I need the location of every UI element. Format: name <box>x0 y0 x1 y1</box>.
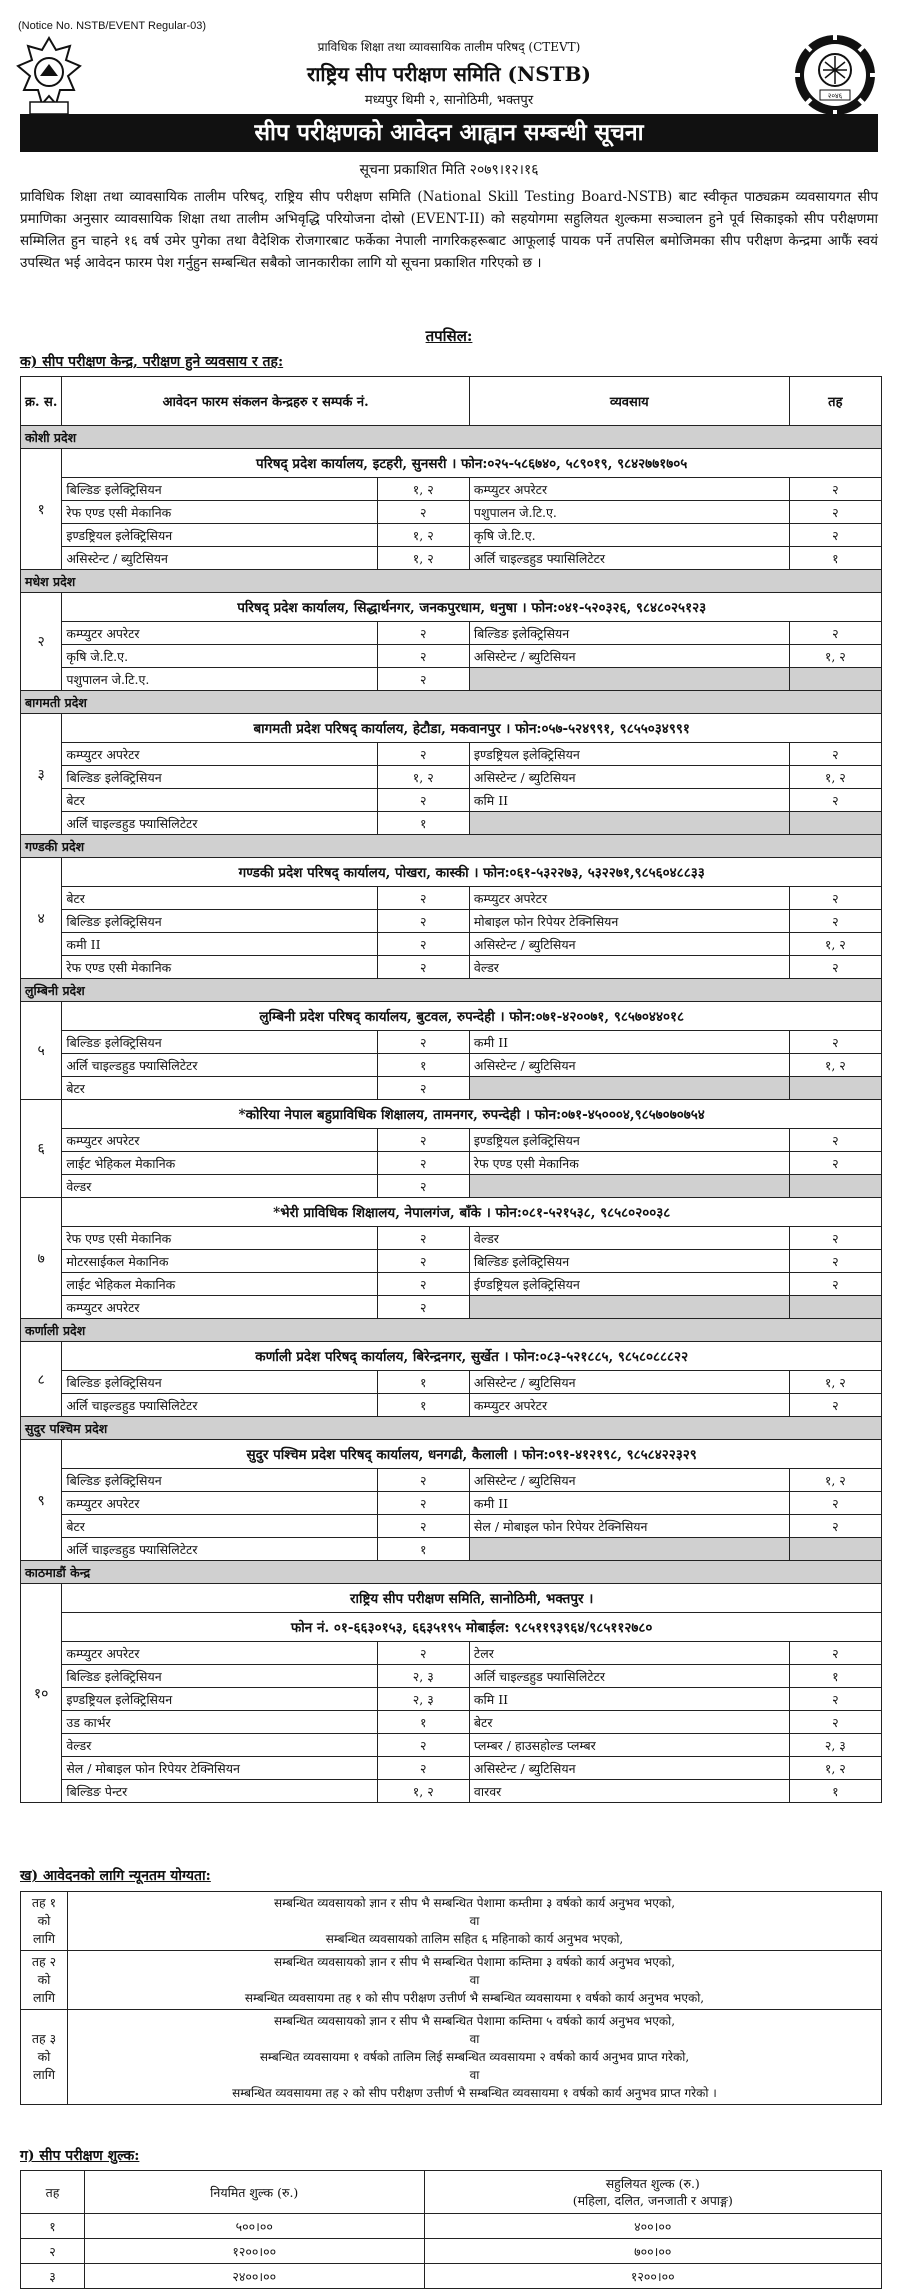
fee-header-row <box>21 2171 882 2214</box>
center-contact: परिषद् प्रदेश कार्यालय, इटहरी, सुनसरी । फोन:०२५-५८६७४०, ५८९०१९, ९८४२७७१७०५ <box>62 449 882 478</box>
level-cell: २ <box>789 1227 881 1250</box>
level-cell: २ <box>377 1227 469 1250</box>
table-row <box>21 1054 882 1077</box>
fee-subsidized: ७००।०० <box>424 2239 881 2264</box>
center-contact: परिषद् प्रदेश कार्यालय, सिद्धार्थनगर, जनकपुरधाम, धनुषा । फोन:०४१-५२०३२६, ९८४८०२५१२३ <box>62 593 882 622</box>
table-row <box>21 501 882 524</box>
header-address: मध्यपुर थिमी २, सानोठिमी, भक्तपुर <box>364 93 534 108</box>
level-cell: १, २ <box>377 547 469 570</box>
level-cell: २ <box>377 1152 469 1175</box>
level-cell: २ <box>789 501 881 524</box>
level-cell: २, ३ <box>377 1688 469 1711</box>
level-cell: २ <box>377 789 469 812</box>
occupation-cell: पशुपालन जे.टि.ए. <box>62 668 377 691</box>
occupation-cell: कम्प्युटर अपरेटर <box>62 1129 377 1152</box>
table-row <box>21 645 882 668</box>
fee-subsidized: ४००।०० <box>424 2214 881 2239</box>
level-cell: २, ३ <box>377 1665 469 1688</box>
qualification-line: वा <box>469 1973 480 1987</box>
qualification-line: सम्बन्धित व्यवसायको तालिम सहित ६ महिनाको कार्य अनुभव भएको, <box>325 1932 624 1946</box>
table-row <box>21 1711 882 1734</box>
table-row <box>21 956 882 979</box>
occupation-cell <box>469 812 789 835</box>
level-cell: २ <box>377 1757 469 1780</box>
level-cell: २ <box>377 1492 469 1515</box>
center-row <box>21 1100 882 1129</box>
qualification-line: सम्बन्धित व्यवसायमा १ वर्षको तालिम लिई सम्बन्धित व्यवसायमा २ वर्षको कार्य अनुभव प्राप्त गरेको, <box>259 2050 690 2064</box>
svg-text:२०४६: २०४६ <box>827 92 843 100</box>
table-row <box>21 743 882 766</box>
qualification-level: तह ३ को लागि <box>21 2010 68 2105</box>
table-row <box>21 622 882 645</box>
level-cell: २ <box>377 501 469 524</box>
occupation-cell: अर्लि चाइल्डहुड फ्यासिलिटेटर <box>469 547 789 570</box>
table-row <box>21 1175 882 1198</box>
serial-number: ९ <box>21 1440 62 1561</box>
occupation-cell: अर्लि चाइल्डहुड फ्यासिलिटेटर <box>62 1394 377 1417</box>
qualification-text <box>68 1951 882 2010</box>
occupation-cell: असिस्टेन्ट / ब्युटिसियन <box>469 1371 789 1394</box>
occupation-cell: वेल्डर <box>469 956 789 979</box>
center-row <box>21 449 882 478</box>
level-cell: १, २ <box>789 645 881 668</box>
fee-header-subsidized-note: (महिला, दलित, जनजाती र अपाङ्ग) <box>572 2193 733 2208</box>
table-row <box>21 524 882 547</box>
level-cell: २ <box>377 1175 469 1198</box>
serial-number: २ <box>21 593 62 691</box>
center-contact: लुम्बिनी प्रदेश परिषद् कार्यालय, बुटवल, रुपन्देही । फोन:०७१-४२००७१, ९८५७०४४०१८ <box>62 1002 882 1031</box>
level-cell: १, २ <box>377 524 469 547</box>
qualification-level: तह २ को लागि <box>21 1951 68 2010</box>
occupation-cell: मोबाइल फोन रिपेयर टेक्निसियन <box>469 910 789 933</box>
level-cell: २ <box>377 743 469 766</box>
occupation-cell: अर्लि चाइल्डहुड फ्यासिलिटेटर <box>62 1054 377 1077</box>
occupation-cell: असिस्टेन्ट / ब्युटिसियन <box>62 547 377 570</box>
notice-number: (Notice No. NSTB/EVENT Regular-03) <box>18 20 207 32</box>
serial-number: ५ <box>21 1002 62 1100</box>
qualification-line: सम्बन्धित व्यवसायको ज्ञान र सीप भै सम्बन्धित पेशामा कम्तिमा ५ वर्षको कार्य अनुभव भएको, <box>273 2014 676 2028</box>
occupation-cell: बिल्डिङ इलेक्ट्रिसियन <box>469 1250 789 1273</box>
level-cell: २ <box>789 789 881 812</box>
occupation-cell: अर्लि चाइल्डहुड फ्यासिलिटेटर <box>62 812 377 835</box>
serial-number: ३ <box>21 714 62 835</box>
qualification-text <box>68 1892 882 1951</box>
fee-table <box>20 2170 882 2289</box>
level-cell: २ <box>789 956 881 979</box>
occupation-cell: बेटर <box>62 1077 377 1100</box>
fee-regular: २४००।०० <box>84 2264 424 2289</box>
occupation-cell: कम्प्युटर अपरेटर <box>62 1642 377 1665</box>
occupation-cell: रेफ एण्ड एसी मेकानिक <box>469 1152 789 1175</box>
fee-header-regular: नियमित शुल्क (रु.) <box>84 2171 424 2214</box>
occupation-cell: वेल्डर <box>62 1175 377 1198</box>
center-contact: सुदुर पश्चिम प्रदेश परिषद् कार्यालय, धनगढी, कैलाली । फोन:०९१-४१२१९८, ९८५८४२२३२९ <box>62 1440 882 1469</box>
level-cell: २ <box>377 933 469 956</box>
level-cell: १ <box>377 1054 469 1077</box>
center-phone-row <box>21 1613 882 1642</box>
province-name: काठमाडौं केन्द्र <box>21 1561 882 1584</box>
serial-number: १ <box>21 449 62 570</box>
occupation-cell: वेल्डर <box>62 1734 377 1757</box>
province-name: गण्डकी प्रदेश <box>21 835 882 858</box>
level-cell: २ <box>377 1642 469 1665</box>
occupation-cell: कम्प्युटर अपरेटर <box>469 478 789 501</box>
table-row <box>21 1538 882 1561</box>
table-row <box>21 1469 882 1492</box>
occupation-cell: बिल्डिङ इलेक्ट्रिसियन <box>62 478 377 501</box>
qualification-text <box>68 2010 882 2105</box>
intro-paragraph: प्राविधिक शिक्षा तथा व्यावसायिक तालीम परिषद्, राष्ट्रिय सीप परीक्षण समिति (National Skill Testing Board-NSTB) बाट स्वीकृत पाठ्यक्रम व्यवसायगत सीप प्रमाणिका अनुसार व्यावसायिक शिक्षा तथा तालीम अभिवृद्धि परियोजना दोस्रो (EVENT-II) को सहयोगमा सहुलियत शुल्कमा सञ्चालन हुने पूर्व सिकाइको सीप परीक्षणमा सम्मिलित हुन चाहने १६ वर्ष उमेर पुगेका तथा वैदेशिक रोजगारबाट फर्केका नेपाली नागरिकहरूबाट आफूलाई पायक पर्ने तपसिल बमोजिमका सीप परीक्षण केन्द्रमा आफैं स्वयं उपस्थित भई आवेदन फारम पेश गर्नुहुन सम्बन्धित सबैको जानकारीका लागि यो सूचना प्रकाशित गरिएको छ । <box>20 189 878 271</box>
occupation-cell: रेफ एण्ड एसी मेकानिक <box>62 1227 377 1250</box>
level-cell: २ <box>789 1031 881 1054</box>
occupation-cell: लाईट भेहिकल मेकानिक <box>62 1273 377 1296</box>
occupation-cell: रेफ एण्ड एसी मेकानिक <box>62 956 377 979</box>
level-cell: २ <box>377 668 469 691</box>
occupation-cell: असिस्टेन्ट / ब्युटिसियन <box>469 766 789 789</box>
level-cell: २ <box>377 1515 469 1538</box>
level-cell: २ <box>377 1296 469 1319</box>
occupation-cell: असिस्टेन्ट / ब्युटिसियन <box>469 645 789 668</box>
level-cell <box>789 1077 881 1100</box>
header-org: प्राविधिक शिक्षा तथा व्यावसायिक तालीम परिषद् (CTEVT) <box>317 40 581 54</box>
center-row <box>21 1002 882 1031</box>
occupation-cell: उड कार्भर <box>62 1711 377 1734</box>
level-cell: १ <box>377 1394 469 1417</box>
center-row <box>21 1584 882 1613</box>
level-cell: १ <box>789 1780 881 1803</box>
level-cell <box>789 668 881 691</box>
fee-level: ३ <box>21 2264 85 2289</box>
schedule-heading: तपसिल: <box>425 327 473 345</box>
table-row <box>21 887 882 910</box>
level-cell: २ <box>789 1711 881 1734</box>
fee-header-subsidized <box>424 2171 881 2214</box>
table-row <box>21 478 882 501</box>
qualification-line: सम्बन्धित व्यवसायमा तह २ को सीप परीक्षण उत्तीर्ण भै सम्बन्धित व्यवसायमा १ वर्षको कार्य अनुभव प्राप्त गरेको । <box>232 2086 717 2100</box>
level-cell: १ <box>377 1371 469 1394</box>
province-row <box>21 1561 882 1584</box>
qualification-line: वा <box>469 2032 480 2046</box>
center-row <box>21 1342 882 1371</box>
occupation-cell: प्लम्बर / हाउसहोल्ड प्लम्बर <box>469 1734 789 1757</box>
occupation-cell: इण्डष्ट्रियल इलेक्ट्रिसियन <box>62 1688 377 1711</box>
level-cell: २ <box>377 1031 469 1054</box>
level-cell: २ <box>377 1077 469 1100</box>
level-cell: २ <box>789 1642 881 1665</box>
center-contact: कर्णाली प्रदेश परिषद् कार्यालय, बिरेन्द्रनगर, सुर्खेत । फोन:०८३-५२१८८५, ९८५८०८८८२२ <box>62 1342 882 1371</box>
level-cell: २ <box>377 1273 469 1296</box>
table-row <box>21 1031 882 1054</box>
level-cell: १, २ <box>789 1054 881 1077</box>
header-center: आवेदन फारम संकलन केन्द्रहरु र सम्पर्क नं. <box>62 377 470 426</box>
level-cell: २ <box>377 1250 469 1273</box>
fee-subsidized: १२००।०० <box>424 2264 881 2289</box>
level-cell: २ <box>789 622 881 645</box>
qualification-line: सम्बन्धित व्यवसायमा तह १ को सीप परीक्षण उत्तीर्ण भै सम्बन्धित व्यवसायमा १ वर्षको कार्य अनुभव भएको, <box>244 1991 705 2005</box>
header-sn: क्र. स. <box>21 377 62 426</box>
level-cell: २ <box>377 622 469 645</box>
header-occupation: व्यवसाय <box>469 377 789 426</box>
level-cell: १ <box>377 1538 469 1561</box>
province-row <box>21 979 882 1002</box>
table-row <box>21 812 882 835</box>
qualification-line: वा <box>469 1914 480 1928</box>
occupation-cell: बिल्डिङ इलेक्ट्रिसियन <box>62 1031 377 1054</box>
occupation-cell: कमी II <box>469 1492 789 1515</box>
table-row <box>21 1688 882 1711</box>
occupation-cell: कमि II <box>469 789 789 812</box>
table-row <box>21 668 882 691</box>
qualification-level: तह १ को लागि <box>21 1892 68 1951</box>
table-row <box>21 1394 882 1417</box>
level-cell: १ <box>789 547 881 570</box>
occupation-cell: बेटर <box>62 887 377 910</box>
qualification-row <box>21 1951 882 2010</box>
province-row <box>21 570 882 593</box>
occupation-cell: बेटर <box>469 1711 789 1734</box>
occupation-cell <box>469 1175 789 1198</box>
occupation-cell: इण्डष्ट्रियल इलेक्ट्रिसियन <box>62 524 377 547</box>
occupation-cell: इण्डष्ट्रियल इलेक्ट्रिसियन <box>469 1129 789 1152</box>
level-cell: १, २ <box>789 933 881 956</box>
level-cell: २ <box>377 645 469 668</box>
level-cell: २ <box>789 1129 881 1152</box>
fee-regular: १२००।०० <box>84 2239 424 2264</box>
table-row <box>21 1642 882 1665</box>
occupation-cell <box>469 1296 789 1319</box>
table-row <box>21 1273 882 1296</box>
qualification-line: सम्बन्धित व्यवसायको ज्ञान र सीप भै सम्बन्धित पेशामा कम्तिमा ३ वर्षको कार्य अनुभव भएको, <box>273 1955 676 1969</box>
level-cell: २ <box>377 1469 469 1492</box>
level-cell: २ <box>789 1250 881 1273</box>
province-row <box>21 1319 882 1342</box>
table-row <box>21 1780 882 1803</box>
province-name: कर्णाली प्रदेश <box>21 1319 882 1342</box>
level-cell: २ <box>789 524 881 547</box>
level-cell: १ <box>377 1711 469 1734</box>
fee-row <box>21 2264 882 2289</box>
level-cell: १, २ <box>377 766 469 789</box>
level-cell: २ <box>789 1688 881 1711</box>
table-row <box>21 1515 882 1538</box>
occupation-cell: कृषि जे.टि.ए. <box>469 524 789 547</box>
section-b-title: ख) आवेदनको लागि न्यूनतम योग्यता: <box>20 1868 211 1884</box>
occupation-cell: टेलर <box>469 1642 789 1665</box>
level-cell: १, २ <box>789 766 881 789</box>
center-phone: फोन नं. ०१-६६३०१५३, ६६३५१९५ मोबाईल: ९८५११९३९६४/९८५११२७८० <box>62 1613 882 1642</box>
level-cell: २ <box>789 1515 881 1538</box>
qualification-line: वा <box>469 2068 480 2082</box>
occupation-cell: अर्लि चाइल्डहुड फ्यासिलिटेटर <box>469 1665 789 1688</box>
level-cell: २ <box>377 887 469 910</box>
occupation-cell: वेल्डर <box>469 1227 789 1250</box>
level-cell: २ <box>789 910 881 933</box>
header-title: राष्ट्रिय सीप परीक्षण समिति (NSTB) <box>307 62 591 86</box>
province-name: बागमती प्रदेश <box>21 691 882 714</box>
occupation-cell: कम्प्युटर अपरेटर <box>62 1492 377 1515</box>
occupation-cell: असिस्टेन्ट / ब्युटिसियन <box>469 933 789 956</box>
occupation-cell: सेल / मोबाइल फोन रिपेयर टेक्निसियन <box>62 1757 377 1780</box>
level-cell: २ <box>789 1152 881 1175</box>
table-header-row <box>21 377 882 426</box>
occupation-cell: बिल्डिङ इलेक्ट्रिसियन <box>62 1469 377 1492</box>
table-row <box>21 1734 882 1757</box>
fee-level: १ <box>21 2214 85 2239</box>
level-cell: २ <box>789 1394 881 1417</box>
occupation-cell: कम्प्युटर अपरेटर <box>469 1394 789 1417</box>
level-cell: १, २ <box>789 1371 881 1394</box>
occupation-cell: बिल्डिङ पेन्टर <box>62 1780 377 1803</box>
table-row <box>21 1296 882 1319</box>
test-centers-table <box>20 376 882 1803</box>
center-row <box>21 858 882 887</box>
province-name: कोशी प्रदेश <box>21 426 882 449</box>
occupation-cell: कम्प्युटर अपरेटर <box>62 743 377 766</box>
qualification-row <box>21 2010 882 2105</box>
occupation-cell: रेफ एण्ड एसी मेकानिक <box>62 501 377 524</box>
table-row <box>21 1129 882 1152</box>
serial-number: १० <box>21 1584 62 1803</box>
fee-row <box>21 2239 882 2264</box>
level-cell: १, २ <box>789 1757 881 1780</box>
fee-header-subsidized-label: सहुलियत शुल्क (रु.) <box>605 2176 700 2191</box>
center-row <box>21 1198 882 1227</box>
occupation-cell: असिस्टेन्ट / ब्युटिसियन <box>469 1469 789 1492</box>
table-row <box>21 1077 882 1100</box>
occupation-cell: ईण्डष्ट्रियल इलेक्ट्रिसियन <box>469 1273 789 1296</box>
level-cell <box>789 812 881 835</box>
province-row <box>21 691 882 714</box>
published-date: सूचना प्रकाशित मिति २०७९।१२।१६ <box>359 162 539 178</box>
occupation-cell: असिस्टेन्ट / ब्युटिसियन <box>469 1054 789 1077</box>
occupation-cell: बिल्डिङ इलेक्ट्रिसियन <box>62 910 377 933</box>
fee-header-level: तह <box>21 2171 85 2214</box>
table-row <box>21 1250 882 1273</box>
level-cell: २, ३ <box>789 1734 881 1757</box>
occupation-cell <box>469 1538 789 1561</box>
notice-banner: सीप परीक्षणको आवेदन आह्वान सम्बन्धी सूचना <box>20 114 878 152</box>
center-contact: *कोरिया नेपाल बहुप्राविधिक शिक्षालय, तामनगर, रुपन्देही । फोन:०७१-४५०००४,९८५७०७०७५४ <box>62 1100 882 1129</box>
level-cell <box>789 1175 881 1198</box>
occupation-cell <box>469 668 789 691</box>
center-contact: *भेरी प्राविधिक शिक्षालय, नेपालगंज, बाँके । फोन:०८१-५२१५३८, ९८५८०२००३८ <box>62 1198 882 1227</box>
table-row <box>21 1665 882 1688</box>
level-cell: २ <box>789 1492 881 1515</box>
level-cell: २ <box>789 478 881 501</box>
table-row <box>21 910 882 933</box>
occupation-cell: मोटरसाईकल मेकानिक <box>62 1250 377 1273</box>
occupation-cell: अर्लि चाइल्डहुड फ्यासिलिटेटर <box>62 1538 377 1561</box>
level-cell: २ <box>377 910 469 933</box>
occupation-cell: कम्प्युटर अपरेटर <box>62 622 377 645</box>
table-row <box>21 933 882 956</box>
occupation-cell: सेल / मोबाइल फोन रिपेयर टेक्निसियन <box>469 1515 789 1538</box>
qualification-table <box>20 1891 882 2105</box>
fee-row <box>21 2214 882 2239</box>
occupation-cell: पशुपालन जे.टि.ए. <box>469 501 789 524</box>
table-row <box>21 1227 882 1250</box>
serial-number: ७ <box>21 1198 62 1319</box>
table-row <box>21 1757 882 1780</box>
occupation-cell: कम्प्युटर अपरेटर <box>469 887 789 910</box>
province-row <box>21 426 882 449</box>
province-name: सुदुर पश्चिम प्रदेश <box>21 1417 882 1440</box>
table-row <box>21 789 882 812</box>
level-cell: २ <box>377 1129 469 1152</box>
level-cell: २ <box>377 956 469 979</box>
occupation-cell: असिस्टेन्ट / ब्युटिसियन <box>469 1757 789 1780</box>
center-row <box>21 1440 882 1469</box>
occupation-cell: बेटर <box>62 1515 377 1538</box>
serial-number: ६ <box>21 1100 62 1198</box>
level-cell: २ <box>789 1273 881 1296</box>
province-row <box>21 1417 882 1440</box>
province-row <box>21 835 882 858</box>
occupation-cell <box>469 1077 789 1100</box>
level-cell: १ <box>789 1665 881 1688</box>
occupation-cell: कमि II <box>469 1688 789 1711</box>
section-c-title: ग) सीप परीक्षण शुल्क: <box>20 2148 140 2164</box>
center-contact: गण्डकी प्रदेश परिषद् कार्यालय, पोखरा, कास्की । फोन:०६१-५३२२७३, ५३२२७१,९८५६०४८८३३ <box>62 858 882 887</box>
occupation-cell: बिल्डिङ इलेक्ट्रिसियन <box>62 766 377 789</box>
table-row <box>21 1492 882 1515</box>
level-cell: १ <box>377 812 469 835</box>
level-cell: १, २ <box>377 1780 469 1803</box>
qualification-row <box>21 1892 882 1951</box>
section-a-title: क) सीप परीक्षण केन्द्र, परीक्षण हुने व्यवसाय र तह: <box>20 354 284 370</box>
occupation-cell: कमी II <box>62 933 377 956</box>
occupation-cell: बिल्डिङ इलेक्ट्रिसियन <box>469 622 789 645</box>
occupation-cell: बेटर <box>62 789 377 812</box>
serial-number: ८ <box>21 1342 62 1417</box>
level-cell: १, २ <box>377 478 469 501</box>
occupation-cell: इण्डष्ट्रियल इलेक्ट्रिसियन <box>469 743 789 766</box>
center-contact: राष्ट्रिय सीप परीक्षण समिति, सानोठिमी, भक्तपुर । <box>62 1584 882 1613</box>
fee-regular: ५००।०० <box>84 2214 424 2239</box>
occupation-cell: लाईट भेहिकल मेकानिक <box>62 1152 377 1175</box>
occupation-cell: कृषि जे.टि.ए. <box>62 645 377 668</box>
occupation-cell: कमी II <box>469 1031 789 1054</box>
table-row <box>21 766 882 789</box>
level-cell: २ <box>377 1734 469 1757</box>
table-row <box>21 547 882 570</box>
occupation-cell: वारवर <box>469 1780 789 1803</box>
table-row <box>21 1371 882 1394</box>
occupation-cell: बिल्डिङ इलेक्ट्रिसियन <box>62 1371 377 1394</box>
qualification-line: सम्बन्धित व्यवसायको ज्ञान र सीप भै सम्बन्धित पेशामा कम्तीमा ३ वर्षको कार्य अनुभव भएको, <box>273 1896 676 1910</box>
level-cell <box>789 1538 881 1561</box>
center-row <box>21 593 882 622</box>
level-cell: २ <box>789 887 881 910</box>
serial-number: ४ <box>21 858 62 979</box>
level-cell <box>789 1296 881 1319</box>
fee-level: २ <box>21 2239 85 2264</box>
table-row <box>21 1152 882 1175</box>
header-level: तह <box>789 377 881 426</box>
province-name: लुम्बिनी प्रदेश <box>21 979 882 1002</box>
level-cell: २ <box>789 743 881 766</box>
center-row <box>21 714 882 743</box>
occupation-cell: बिल्डिङ इलेक्ट्रिसियन <box>62 1665 377 1688</box>
level-cell: १, २ <box>789 1469 881 1492</box>
province-name: मधेश प्रदेश <box>21 570 882 593</box>
center-contact: बागमती प्रदेश परिषद् कार्यालय, हेटौडा, मकवानपुर । फोन:०५७-५२४९९१, ९८५५०३४९९१ <box>62 714 882 743</box>
occupation-cell: कम्प्युटर अपरेटर <box>62 1296 377 1319</box>
